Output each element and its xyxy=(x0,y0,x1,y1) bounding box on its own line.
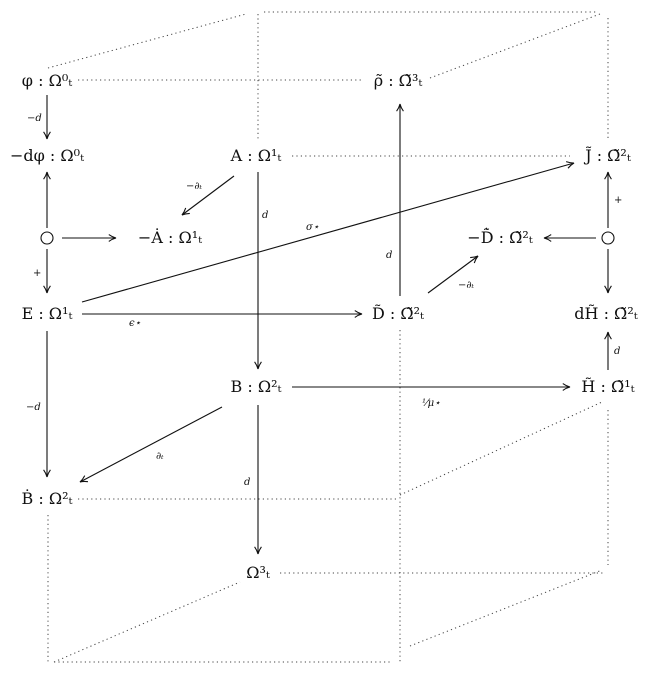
label-d-to-rho: d xyxy=(386,250,393,261)
node-ddot: −D̃̇ : Ω̃²ₜ xyxy=(467,228,533,247)
node-bdot: Ḃ : Ω²ₜ xyxy=(21,489,73,508)
label-circle-right-to-j: + xyxy=(614,195,623,206)
label-e-to-j: σ⋆ xyxy=(306,222,320,233)
node-h: H̃ : Ω̃¹ₜ xyxy=(581,377,635,396)
circle-right-node xyxy=(602,232,614,244)
label-b-to-omega3: d xyxy=(244,477,251,488)
circle-left-node xyxy=(41,232,53,244)
node-e: E : Ω¹ₜ xyxy=(21,304,73,323)
edge-labels xyxy=(26,113,622,488)
node-dh: dH̃ : Ω̃²ₜ xyxy=(574,304,638,323)
node-minus-dphi: −dφ : Ω⁰ₜ xyxy=(9,146,85,165)
arrow-b-to-bdot xyxy=(80,407,222,482)
node-omega3: Ω³ₜ xyxy=(246,563,270,582)
node-phi: φ : Ω⁰ₜ xyxy=(21,71,73,90)
label-e-to-bdot: −d xyxy=(26,402,41,413)
node-a: A : Ω¹ₜ xyxy=(230,146,282,165)
label-h-to-dh: d xyxy=(614,346,621,357)
label-a-to-adot: −∂ₜ xyxy=(186,181,203,192)
label-b-to-h: ¹⁄μ⋆ xyxy=(422,398,441,409)
label-phi-to-mdphi: −d xyxy=(27,113,42,124)
node-adot: −Ȧ : Ω¹ₜ xyxy=(137,228,203,247)
cube-frame xyxy=(48,12,608,662)
label-b-to-bdot: ∂ₜ xyxy=(156,451,164,462)
label-a-to-b: d xyxy=(262,210,269,221)
node-d: D̃ : Ω̃²ₜ xyxy=(371,304,425,323)
label-circle-left-to-e: + xyxy=(33,268,42,279)
label-d-to-ddot: −∂ₜ xyxy=(458,280,475,291)
node-b: B : Ω²ₜ xyxy=(230,377,282,396)
node-rho: ρ̃ : Ω̃³ₜ xyxy=(373,71,423,90)
label-e-to-d: ϵ⋆ xyxy=(129,318,141,329)
node-j: J̃ : Ω̃²ₜ xyxy=(585,146,631,165)
